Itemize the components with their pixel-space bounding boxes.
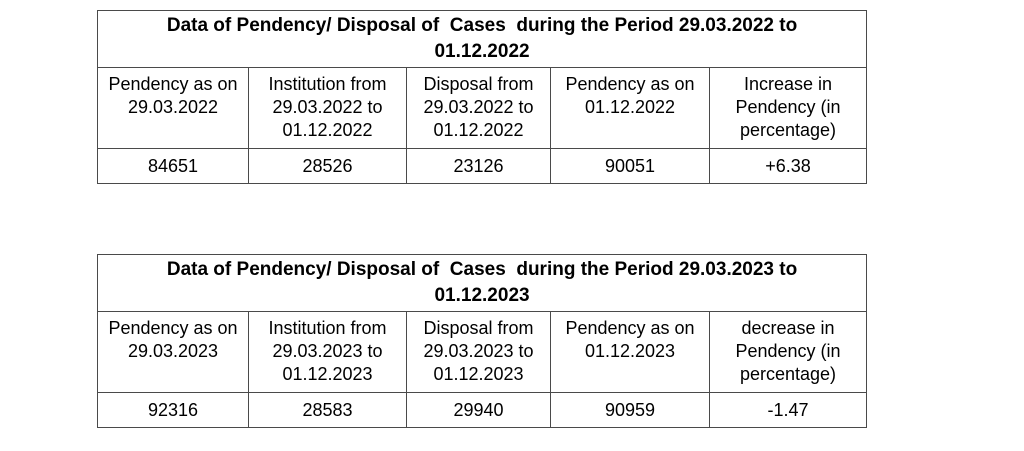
header-pendency-start-2023: Pendency as on 29.03.2023 (98, 312, 249, 393)
value-pendency-start-2022: 84651 (98, 149, 249, 184)
table-title-2023: Data of Pendency/ Disposal of Cases during the Period 29.03.2023 to 01.12.2023 (98, 255, 867, 312)
table-row (98, 11, 867, 68)
value-pendency-change-2022: +6.38 (710, 149, 867, 184)
value-pendency-end-2022: 90051 (551, 149, 710, 184)
header-pendency-end-2023: Pendency as on 01.12.2023 (551, 312, 710, 393)
header-institution-2022: Institution from 29.03.2022 to 01.12.2022 (249, 68, 407, 149)
table-title-2022: Data of Pendency/ Disposal of Cases during the Period 29.03.2022 to 01.12.2022 (98, 11, 867, 68)
value-pendency-change-2023: -1.47 (710, 393, 867, 428)
value-institution-2023: 28583 (249, 393, 407, 428)
header-pendency-change-2023: decrease in Pendency (in percentage) (710, 312, 867, 393)
pendency-disposal-table-2022 (97, 10, 867, 184)
header-pendency-start-2022: Pendency as on 29.03.2022 (98, 68, 249, 149)
pendency-disposal-table-2023 (97, 254, 867, 428)
value-disposal-2022: 23126 (407, 149, 551, 184)
header-disposal-2023: Disposal from 29.03.2023 to 01.12.2023 (407, 312, 551, 393)
table-row (98, 255, 867, 312)
table-row (98, 393, 867, 428)
table-row (98, 312, 867, 393)
header-pendency-change-2022: Increase in Pendency (in percentage) (710, 68, 867, 149)
value-pendency-end-2023: 90959 (551, 393, 710, 428)
header-disposal-2022: Disposal from 29.03.2022 to 01.12.2022 (407, 68, 551, 149)
table-row (98, 68, 867, 149)
value-disposal-2023: 29940 (407, 393, 551, 428)
value-pendency-start-2023: 92316 (98, 393, 249, 428)
table-row (98, 149, 867, 184)
header-pendency-end-2022: Pendency as on 01.12.2022 (551, 68, 710, 149)
header-institution-2023: Institution from 29.03.2023 to 01.12.2023 (249, 312, 407, 393)
value-institution-2022: 28526 (249, 149, 407, 184)
